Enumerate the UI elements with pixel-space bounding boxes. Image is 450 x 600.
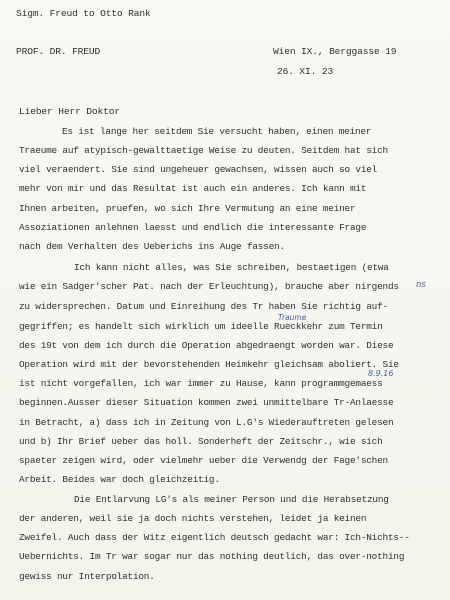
paragraph-line: in Betracht, a) dass ich in Zeitung von L.G's Wiederauftreten gelesen [19,417,394,428]
header-line: Sigm. Freud to Otto Rank [16,8,151,19]
paragraph-line: zu widersprechen. Datum und Einreihung des Tr haben Sie richtig auf- [19,301,388,312]
paragraph-line: des 19t von dem ich durch die Operation abgedraengt worden war. Diese [19,340,394,351]
paragraph-line: Traeume auf atypisch-gewalttaetige Weise zu deuten. Seitdem hat sich [19,145,388,156]
paragraph-line: Ich kann nicht alles, was Sie schreiben, bestaetigen (etwa [74,262,389,273]
paragraph-line: beginnen.Ausser dieser Situation kommen zwei unmittelbare Tr-Anlaesse [19,397,394,408]
paragraph-line: gewiss nur Interpolation. [19,571,155,582]
paragraph-line: Die Entlarvung LG's als meiner Person und die Herabsetzung [74,494,389,505]
paragraph-line: Ihnen arbeiten, pruefen, wo sich Ihre Vermutung an eine meiner [19,203,356,214]
address-line: Wien IX., Berggasse 19 [273,46,397,57]
paragraph-line: wie ein Sadger'scher Pat. nach der Erleuchtung), brauche aber nirgends [19,281,399,292]
paragraph-line: Arbeit. Beides war doch gleichzeitig. [19,474,220,485]
paragraph-line: Assoziationen anlehnen laesst und endlich die interessante Frage [19,222,367,233]
paragraph-line: und b) Ihr Brief ueber das holl. Sonderheft der Zeitschr., wie sich [19,436,383,447]
handwritten-date-note: 8.9.16 [368,369,394,378]
paragraph-line: viel veraendert. Sie sind ungeheuer gewachsen, wissen auch so viel [19,164,378,175]
paragraph-line: Zweifel. Auch dass der Witz eigentlich deutsch gedacht war: Ich-Nichts-- [19,532,410,543]
paragraph-line: Operation wird mit der bevorstehenden Heimkehr gleichsam aboliert. Sie [19,359,399,370]
sender-line: PROF. DR. FREUD [16,46,101,57]
paragraph-line: spaeter zeigen wird, oder vielmehr ueber die Verwendg der Fage'schen [19,455,388,466]
paragraph-line: mehr von mir und das Resultat ist auch ein anderes. Ich kann mit [19,183,367,194]
handwritten-margin-mark: ns [416,280,426,290]
paragraph-line: der anderen, weil sie ja doch nichts verstehen, leidet ja keinen [19,513,367,524]
date-line: 26. XI. 23 [277,66,334,77]
paragraph-line: Es ist lange her seitdem Sie versucht haben, einen meiner [62,126,372,137]
handwritten-traume: Traume [278,313,307,322]
paragraph-line: ist nicht vorgefallen, ich war immer zu Hause, kann programmgemaess [19,378,383,389]
salutation: Lieber Herr Doktor [19,106,120,117]
paragraph-line: Uebernichts. Im Tr war sogar nur das nothing deutlich, das over-nothing [19,551,405,562]
paragraph-line: nach dem Verhalten des Ueberichs ins Auge fassen. [19,241,285,252]
paragraph-line: gegriffen; es handelt sich wirklich um ideelle Rueckkehr zum Termin [19,321,383,332]
